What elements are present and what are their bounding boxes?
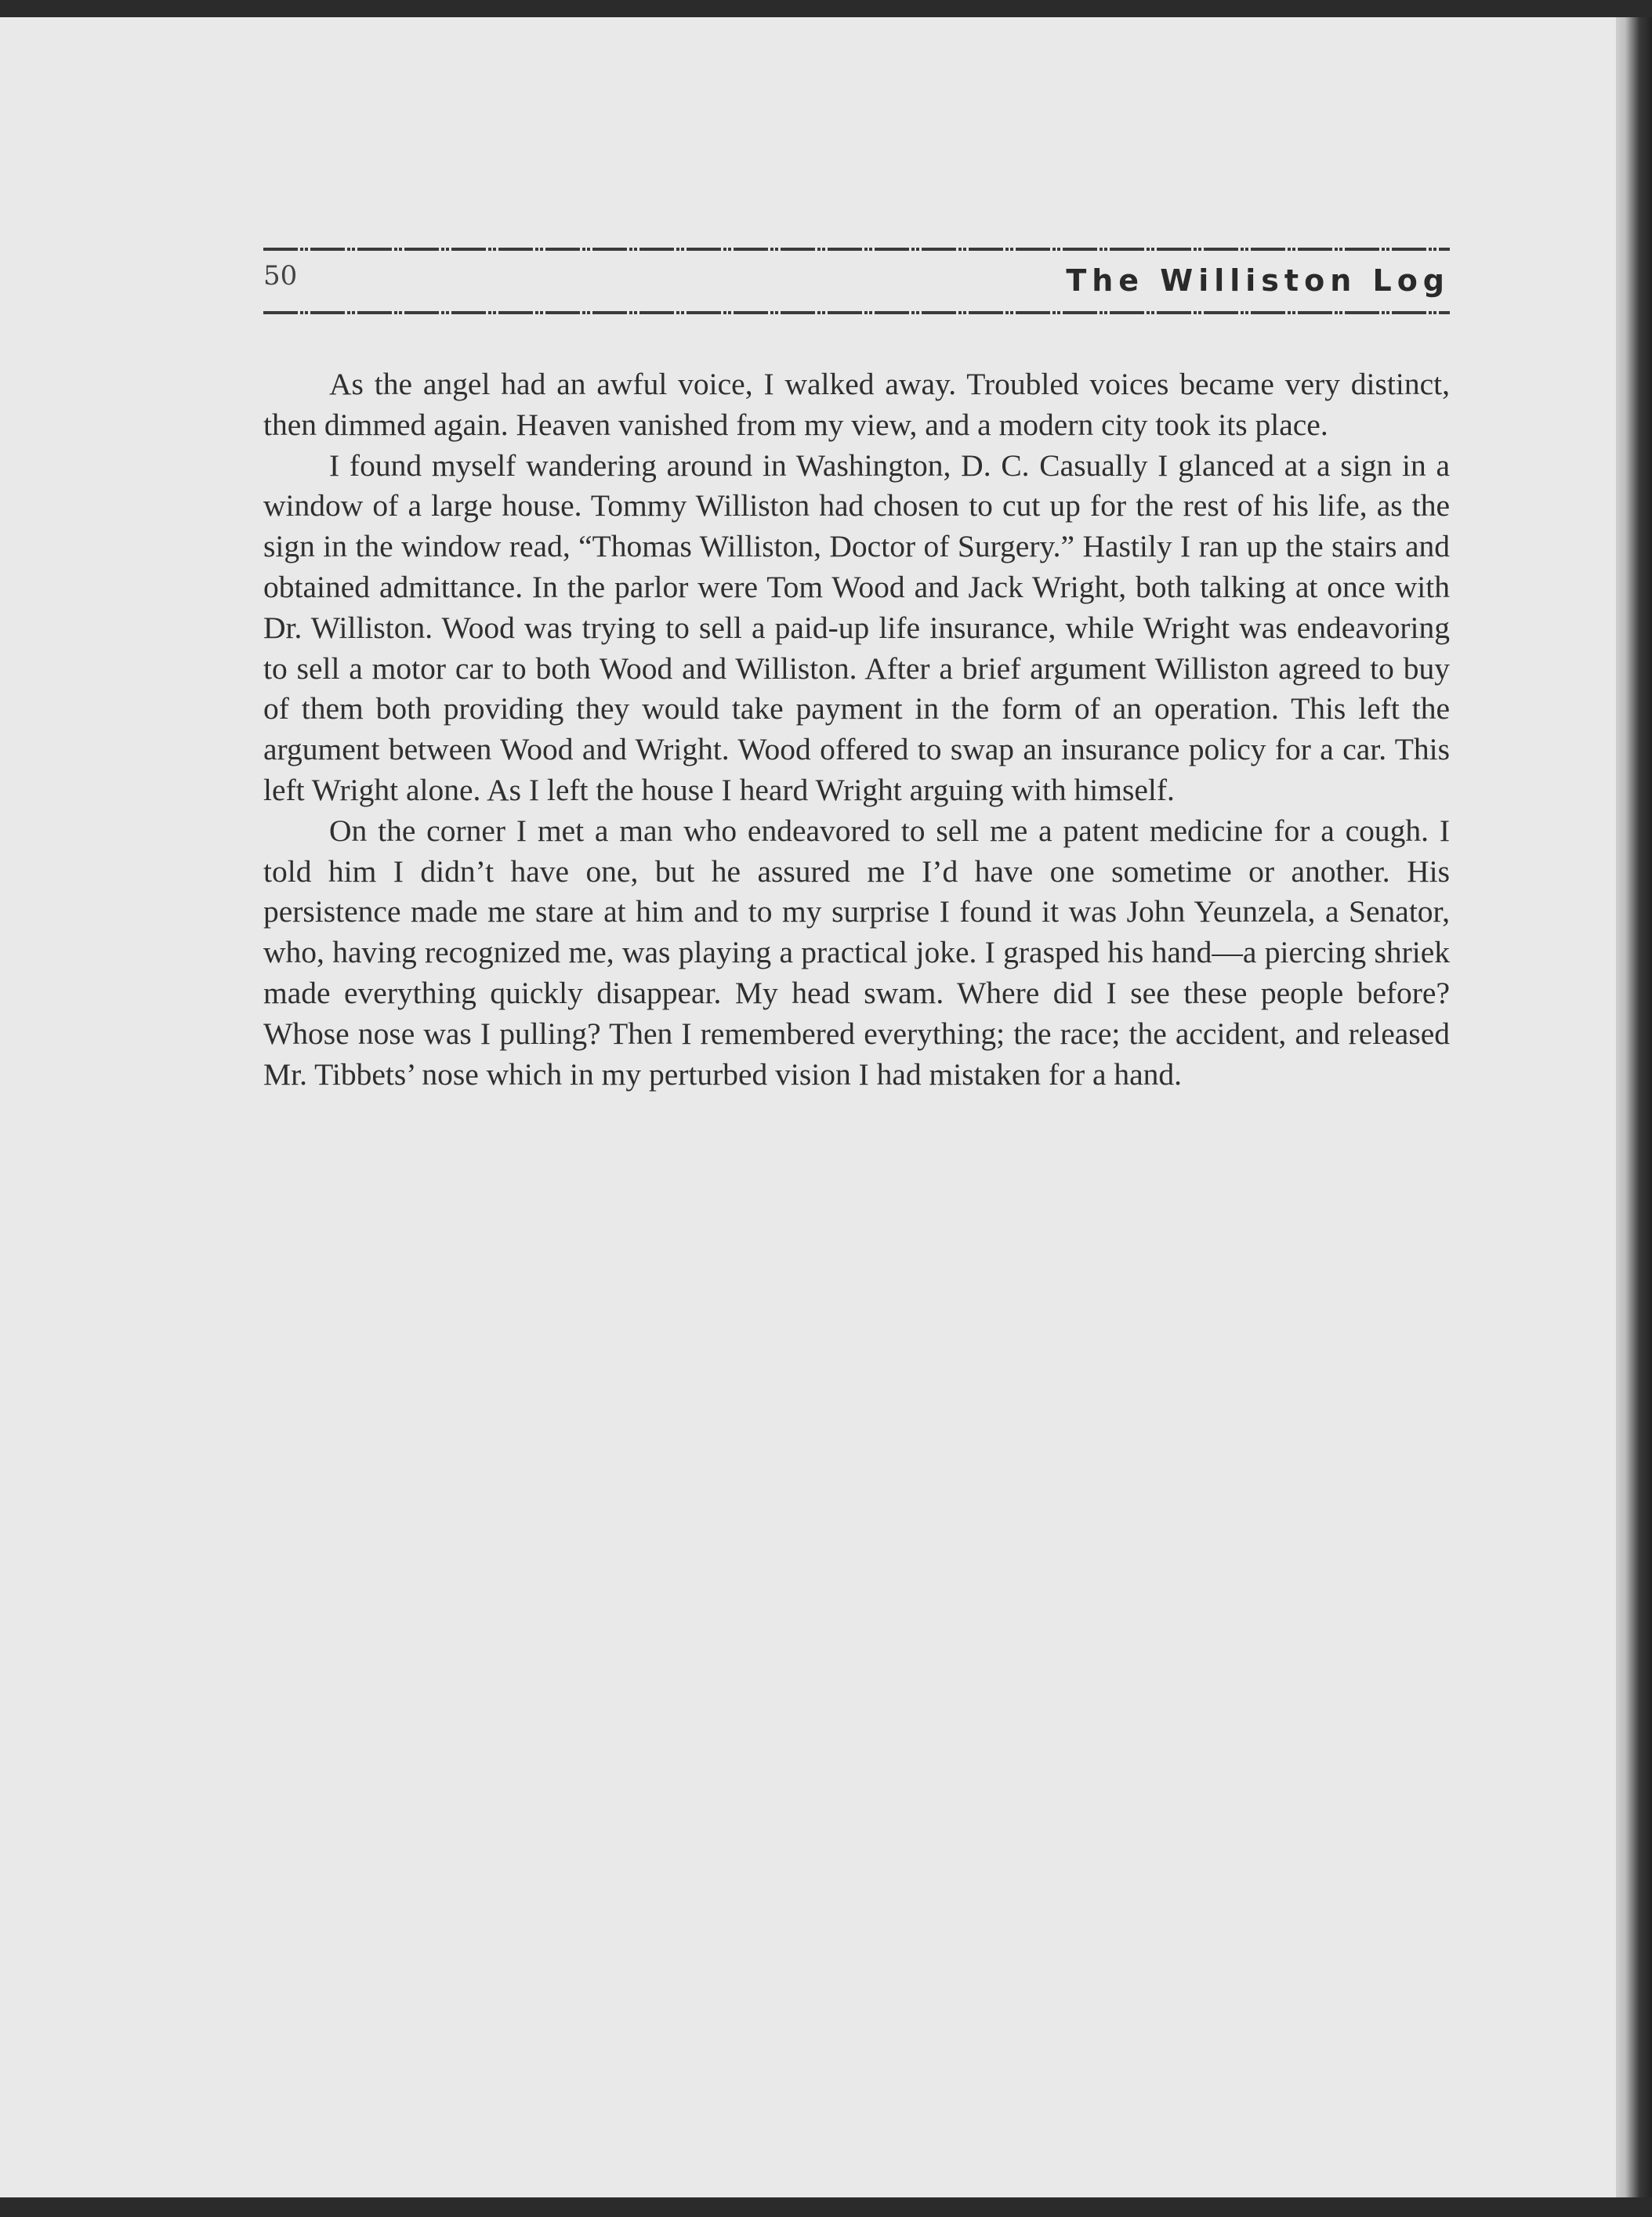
- page-number: 50: [263, 260, 298, 292]
- running-title: The Williston Log: [1066, 263, 1450, 298]
- paragraph: As the angel had an awful voice, I walked away. Troubled voices became very distinct, then dimmed again. Heaven vanished from my view, and a modern city took its place.: [263, 367, 1450, 442]
- page-edge: [1616, 17, 1652, 2197]
- paragraph: I found myself wandering around in Washington, D. C. Casually I glanced at a sign in a window of a large house. Tommy Williston had chosen to cut up for the rest of his life, as the sign in the window read, “Thomas Williston, Doctor of Surgery.” Hastily I ran up the stairs and obtained admittance. In the parlor were Tom Wood and Jack Wright, both talking at once with Dr. Williston. Wood was trying to sell a paid-up life insurance, while Wright was endeavoring to sell a motor car to both Wood and Williston. After a brief argument Williston agreed to buy of them both providing they would take payment in the form of an operation. This left the argument between Wood and Wright. Wood offered to swap an insurance policy for a car. This left Wright alone. As I left the house I heard Wright arguing with himself.: [263, 447, 1450, 807]
- article-body: [263, 364, 1450, 1095]
- header-rule-top: [263, 245, 1450, 253]
- paragraph: On the corner I met a man who endeavored to sell me a patent medicine for a cough. I told him I didn’t have one, but he assured me I’d have one sometime or another. His persistence made me stare at him and to my surprise I found it was John Yeunzela, a Senator, who, having recognized me, was playing a practical joke. I grasped his hand—a piercing shriek made everything quickly disappear. My head swam. Where did I see these people before? Whose nose was I pulling? Then I remembered everything; the race; the accident, and released Mr. Tibbets’ nose which in my perturbed vision I had mistaken for a hand.: [263, 813, 1450, 1092]
- header-rule-bottom: [263, 309, 1450, 317]
- page: [0, 17, 1616, 2197]
- running-header: [263, 260, 1450, 307]
